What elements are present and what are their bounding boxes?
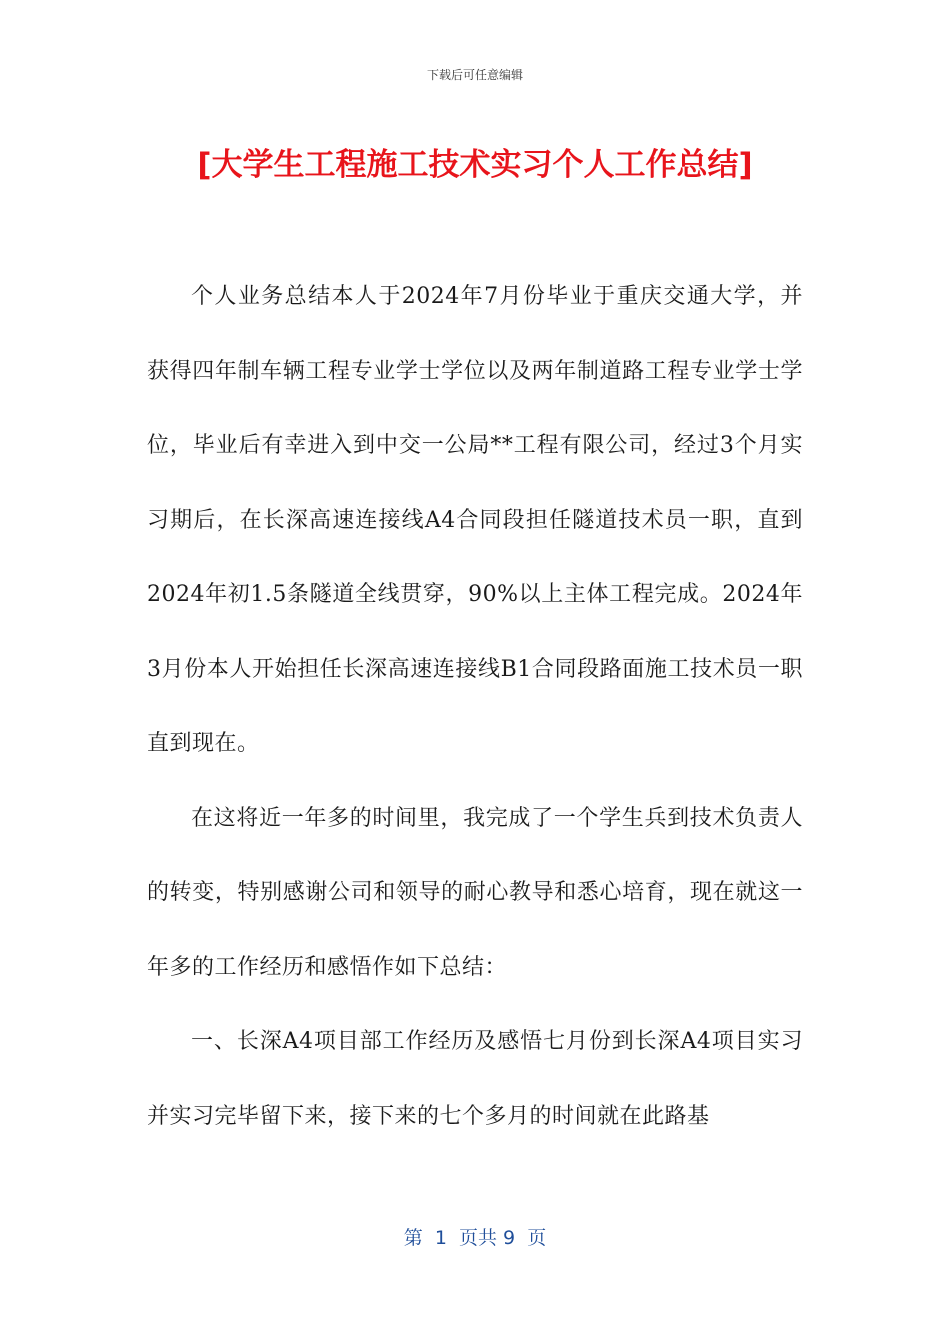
page-number-footer: 第 1 页共 9 页 bbox=[403, 1227, 547, 1249]
paragraph-2: 在这将近一年多的时间里，我完成了一个学生兵到技术负责人的转变，特别感谢公司和领导的耐心教导和悉心培育，现在就这一年多的工作经历和感悟作如下总结： bbox=[147, 805, 803, 980]
paragraph-3: 一、长深A4项目部工作经历及感悟七月份到长深A4项目实习并实习完毕留下来，接下来的七个多月的时间就在此路基 bbox=[147, 1029, 803, 1129]
document-body bbox=[147, 260, 803, 1154]
document-title: [大学生工程施工技术实习个人工作总结] bbox=[197, 147, 753, 183]
header-note: 下载后可任意编辑 bbox=[426, 68, 523, 82]
paragraph-1: 个人业务总结本人于2024年7月份毕业于重庆交通大学，并获得四年制车辆工程专业学士学位以及两年制道路工程专业学士学位，毕业后有幸进入到中交一公局**工程有限公司，经过3个月实习期后，在长深高速连接线A4合同段担任隧道技术员一职，直到2024年初1.5条隧道全线贯穿，90%以上主体工程完成。2024年3月份本人开始担任长深高速连接线B1合同段路面施工技术员一职直到现在。 bbox=[147, 284, 803, 756]
